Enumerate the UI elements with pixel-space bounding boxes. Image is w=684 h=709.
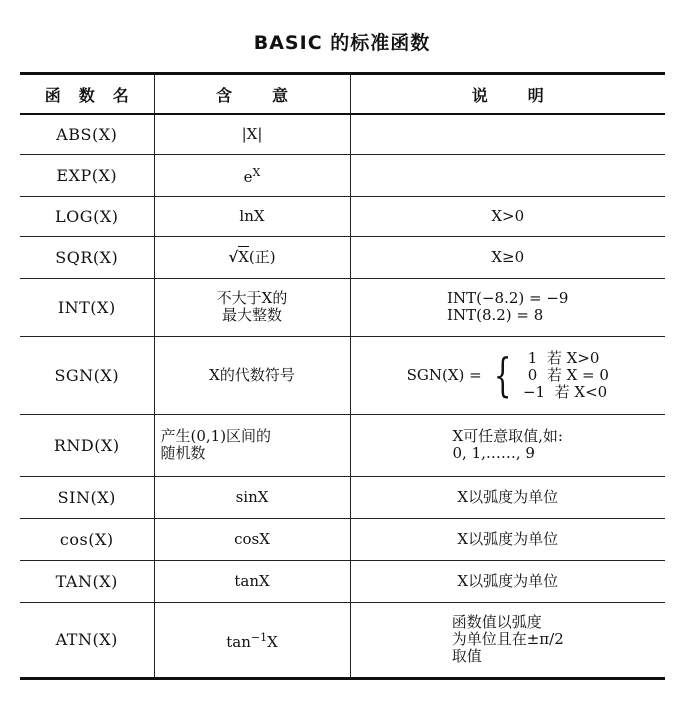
- function-name: ABS(X): [20, 114, 154, 154]
- function-description: [350, 278, 665, 336]
- function-name: SIN(X): [20, 476, 154, 518]
- function-meaning: lnX: [154, 196, 350, 236]
- table-row: [20, 476, 665, 518]
- function-name: cos(X): [20, 518, 154, 560]
- function-meaning: X的代数符号: [154, 336, 350, 414]
- function-meaning: sinX: [154, 476, 350, 518]
- sqrt-icon: √: [228, 247, 239, 266]
- sgn-case: 0 若 X = 0: [522, 365, 609, 384]
- function-description: X以弧度为单位: [350, 518, 665, 560]
- function-name: TAN(X): [20, 560, 154, 602]
- table-row: [20, 196, 665, 236]
- function-meaning: [154, 154, 350, 196]
- function-name: SQR(X): [20, 236, 154, 278]
- sgn-case: −1 若 X<0: [522, 382, 608, 401]
- sgn-prefix: SGN(X) =: [406, 365, 482, 384]
- table-row: [20, 560, 665, 602]
- function-description: [350, 602, 665, 678]
- header-description: 说明: [350, 74, 665, 115]
- table-row: [20, 114, 665, 154]
- meaning-line: 产生(0,1)区间的: [160, 427, 272, 445]
- meaning-exponent: −1: [250, 630, 268, 644]
- table-header-row: [20, 74, 665, 115]
- functions-table: [20, 72, 665, 680]
- table-row: [20, 602, 665, 678]
- function-description: [350, 336, 665, 414]
- description-line: INT(8.2) = 8: [447, 306, 544, 324]
- table-row: [20, 336, 665, 414]
- meaning-exponent: X: [252, 166, 261, 179]
- function-name: RND(X): [20, 414, 154, 476]
- function-meaning: [154, 236, 350, 278]
- function-name: SGN(X): [20, 336, 154, 414]
- meaning-base: e: [243, 168, 253, 186]
- function-meaning: |X|: [154, 114, 350, 154]
- function-meaning: [154, 602, 350, 678]
- meaning-suffix: (正): [248, 247, 276, 266]
- meaning-line: 不大于X的: [216, 289, 288, 307]
- meaning-line: 最大整数: [221, 306, 282, 324]
- function-meaning: [154, 278, 350, 336]
- function-description: [350, 154, 665, 196]
- function-description: [350, 414, 665, 476]
- table-row: [20, 518, 665, 560]
- description-line: 取值: [451, 647, 482, 665]
- table-row: [20, 236, 665, 278]
- meaning-line: 随机数: [160, 444, 206, 462]
- meaning-radicand: X: [238, 247, 249, 266]
- table-row: [20, 414, 665, 476]
- meaning-tail: X: [267, 632, 278, 651]
- function-description: X>0: [350, 196, 665, 236]
- description-line: X可任意取值,如:: [452, 427, 563, 445]
- function-name: INT(X): [20, 278, 154, 336]
- sgn-case: 1 若 X>0: [522, 348, 600, 367]
- function-name: LOG(X): [20, 196, 154, 236]
- description-line: INT(−8.2) = −9: [447, 289, 569, 307]
- function-name: ATN(X): [20, 602, 154, 678]
- sgn-cases: [523, 350, 609, 401]
- function-meaning: [154, 414, 350, 476]
- header-function-name: 函数名: [20, 74, 154, 115]
- function-description: [350, 114, 665, 154]
- page-title: BASIC 的标准函数: [253, 32, 431, 54]
- description-line: 为单位且在±π/2: [451, 630, 564, 648]
- table-row: [20, 154, 665, 196]
- function-description: X以弧度为单位: [350, 560, 665, 602]
- function-description: X≥0: [350, 236, 665, 278]
- function-meaning: tanX: [154, 560, 350, 602]
- meaning-base: tan: [226, 632, 251, 651]
- function-meaning: cosX: [154, 518, 350, 560]
- description-line: 0, 1,……, 9: [452, 444, 535, 462]
- table-row: [20, 278, 665, 336]
- function-name: EXP(X): [20, 154, 154, 196]
- header-meaning: 含意: [154, 74, 350, 115]
- left-brace-icon: {: [493, 348, 512, 402]
- function-description: X以弧度为单位: [350, 476, 665, 518]
- description-line: 函数值以弧度: [451, 613, 542, 631]
